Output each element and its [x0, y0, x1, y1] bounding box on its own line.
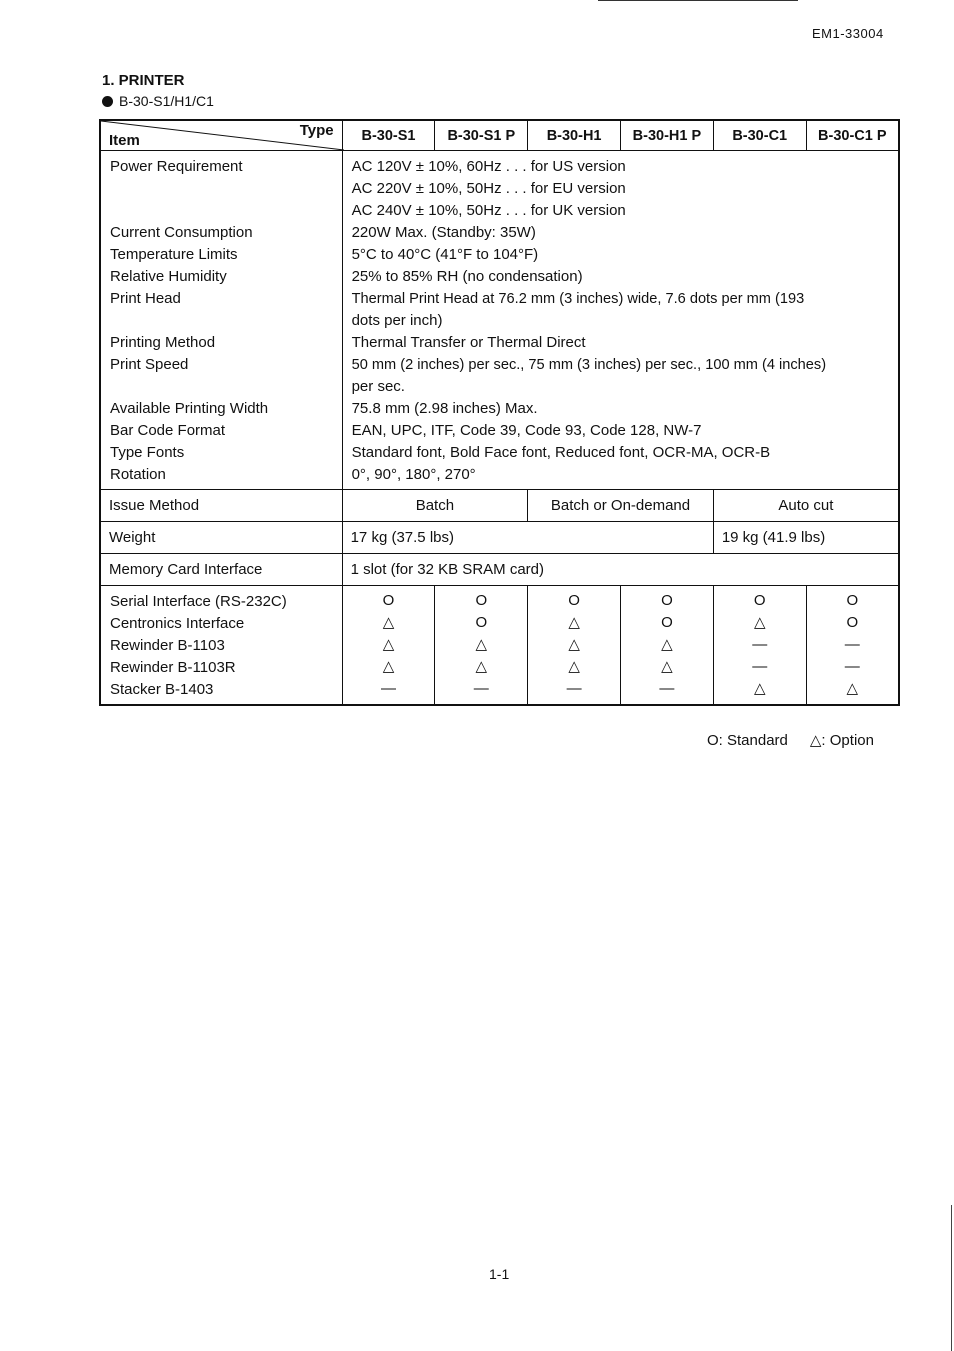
page-number: 1-1 — [489, 1266, 510, 1282]
option-mark: △ — [382, 614, 395, 631]
weight-label: Weight — [100, 522, 342, 554]
option-mark: △ — [568, 614, 580, 631]
spec-label: Relative Humidity — [110, 268, 227, 285]
spec-labels-cell — [100, 151, 342, 490]
option-mark: △ — [382, 636, 395, 653]
option-mark: — — [844, 658, 860, 675]
memory-card-label: Memory Card Interface — [100, 554, 342, 586]
option-mark: △ — [661, 636, 673, 653]
spec-label — [110, 376, 342, 398]
option-marks-s1 — [342, 586, 435, 706]
spec-value: Standard font, Bold Face font, Reduced font, OCR-MA, OCR-B — [351, 444, 771, 461]
spec-label: Printing Method — [110, 334, 216, 351]
spec-label: Print Speed — [110, 356, 189, 373]
spec-value: 220W Max. (Standby: 35W) — [351, 224, 536, 241]
issue-method-s1: Batch — [342, 490, 528, 522]
legend-standard: O: Standard — [707, 732, 788, 749]
weight-c: 19 kg (41.9 lbs) — [713, 522, 899, 554]
option-mark: O — [753, 592, 766, 609]
option-mark: — — [752, 636, 768, 653]
option-mark: O — [382, 592, 395, 609]
option-mark: △ — [475, 636, 488, 653]
spec-value: AC 120V ± 10%, 60Hz . . . for US version — [351, 158, 626, 175]
spec-value: Thermal Print Head at 76.2 mm (3 inches) wide, 7.6 dots per mm (193 — [351, 291, 805, 307]
option-mark: △ — [846, 680, 859, 697]
spec-label: Current Consumption — [110, 224, 253, 241]
column-header: B-30-S1 — [342, 120, 435, 151]
document-code: EM1-33004 — [812, 26, 884, 41]
option-label: Stacker B-1403 — [110, 681, 214, 698]
legend-option: △: Option — [809, 732, 874, 749]
scan-edge-line — [951, 1205, 952, 1351]
spec-label: Power Requirement — [110, 158, 243, 175]
spec-value: 75.8 mm (2.98 inches) Max. — [351, 400, 538, 417]
issue-method-c1: Auto cut — [713, 490, 899, 522]
spec-value: AC 220V ± 10%, 50Hz . . . for EU version — [351, 180, 626, 197]
option-marks-h1 — [528, 586, 621, 706]
spec-label: Available Printing Width — [110, 400, 269, 417]
column-header: B-30-C1 — [713, 120, 806, 151]
spec-label — [110, 200, 342, 222]
option-mark: — — [566, 680, 582, 697]
option-marks-s1p — [435, 586, 528, 706]
spec-row — [100, 151, 899, 490]
spec-label: Print Head — [110, 290, 181, 307]
bullet-icon — [102, 96, 113, 107]
option-mark: △ — [475, 658, 488, 675]
column-header: B-30-C1 P — [806, 120, 899, 151]
spec-label: Temperature Limits — [110, 246, 238, 263]
option-mark: — — [659, 680, 675, 697]
section-title: 1. PRINTER — [102, 72, 185, 89]
option-mark: — — [844, 636, 860, 653]
option-labels-cell — [100, 586, 342, 706]
spec-label — [110, 178, 342, 200]
option-mark: △ — [753, 680, 766, 697]
spec-value: 50 mm (2 inches) per sec., 75 mm (3 inches) per sec., 100 mm (4 inches) — [351, 357, 827, 373]
spec-value: AC 240V ± 10%, 50Hz . . . for UK version — [351, 202, 626, 219]
corner-cell — [100, 120, 342, 151]
option-mark: — — [752, 658, 768, 675]
corner-type-label: Type — [299, 122, 334, 139]
option-label: Rewinder B-1103 — [110, 637, 225, 654]
option-marks-c1p — [806, 586, 899, 706]
corner-item-label: Item — [109, 132, 140, 149]
scan-edge-line — [598, 0, 798, 1]
spec-value: 5°C to 40°C (41°F to 104°F) — [351, 246, 539, 263]
column-header: B-30-S1 P — [435, 120, 528, 151]
spec-value: 0°, 90°, 180°, 270° — [351, 466, 476, 483]
option-mark: O — [661, 592, 673, 609]
model-names: B-30-S1/H1/C1 — [119, 93, 214, 109]
spec-value: Thermal Transfer or Thermal Direct — [351, 334, 586, 351]
option-mark: O — [475, 592, 488, 609]
spec-values-cell — [342, 151, 899, 490]
weight-row — [100, 522, 899, 554]
option-mark: O — [846, 592, 859, 609]
legend — [707, 731, 874, 749]
issue-method-row — [100, 490, 899, 522]
spec-value: per sec. — [351, 378, 405, 395]
spec-label: Bar Code Format — [110, 422, 226, 439]
option-mark: O — [475, 614, 488, 631]
weight-sh: 17 kg (37.5 lbs) — [342, 522, 713, 554]
option-mark: — — [473, 680, 489, 697]
spec-label: Rotation — [110, 466, 166, 483]
option-mark: — — [380, 680, 396, 697]
option-label: Rewinder B-1103R — [110, 659, 236, 676]
option-label: Centronics Interface — [110, 615, 245, 632]
option-mark: △ — [753, 614, 766, 631]
option-label: Serial Interface (RS-232C) — [110, 593, 287, 610]
model-line — [102, 93, 214, 109]
option-mark: △ — [568, 636, 580, 653]
column-header: B-30-H1 P — [621, 120, 714, 151]
spec-table — [99, 119, 900, 706]
option-mark: △ — [661, 658, 673, 675]
spec-value: dots per inch) — [351, 312, 443, 329]
header-row — [100, 120, 899, 151]
option-mark: O — [846, 614, 859, 631]
spec-label — [110, 310, 342, 332]
spec-label: Type Fonts — [110, 444, 185, 461]
issue-method-h1: Batch or On-demand — [528, 490, 714, 522]
memory-card-row — [100, 554, 899, 586]
option-mark: △ — [568, 658, 580, 675]
option-mark: △ — [382, 658, 395, 675]
spec-value: EAN, UPC, ITF, Code 39, Code 93, Code 128, NW-7 — [351, 422, 702, 439]
option-mark: O — [568, 592, 580, 609]
option-mark: O — [661, 614, 673, 631]
memory-card-value: 1 slot (for 32 KB SRAM card) — [342, 554, 899, 586]
options-row — [100, 586, 899, 706]
issue-method-label: Issue Method — [100, 490, 342, 522]
option-marks-h1p — [621, 586, 714, 706]
column-header: B-30-H1 — [528, 120, 621, 151]
spec-value: 25% to 85% RH (no condensation) — [351, 268, 583, 285]
option-marks-c1 — [713, 586, 806, 706]
